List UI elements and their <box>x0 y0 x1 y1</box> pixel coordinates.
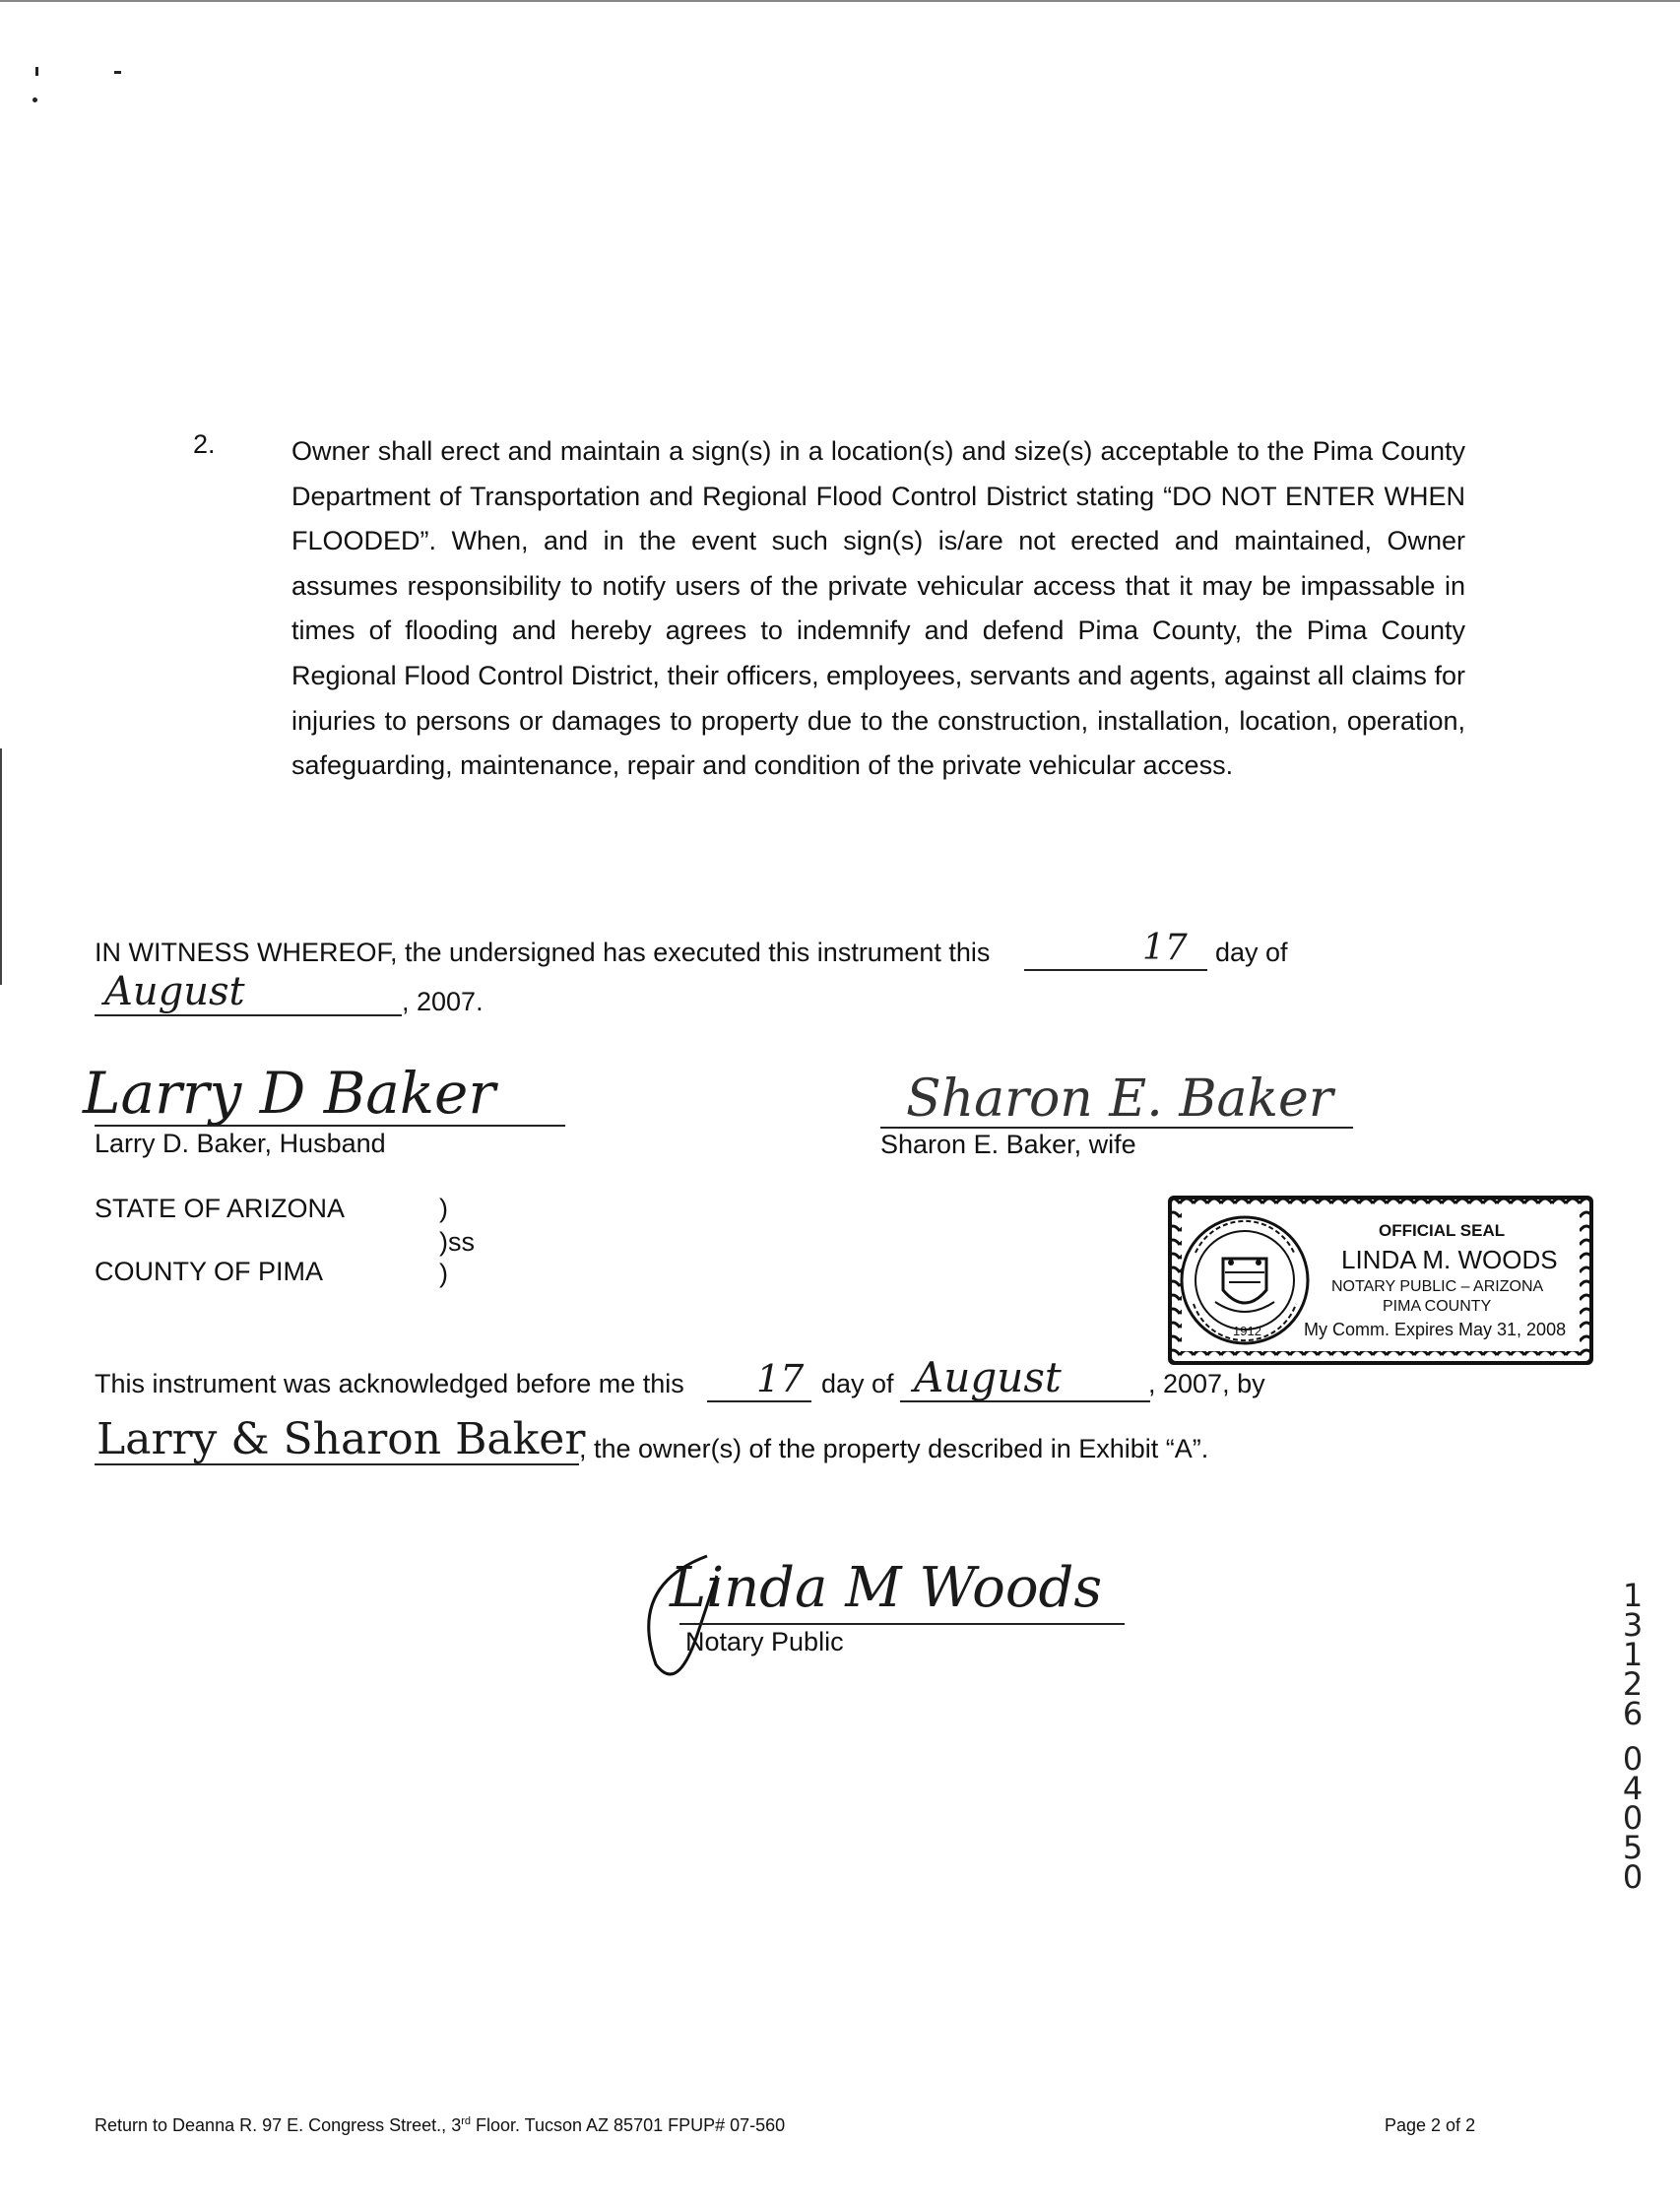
ack-owners-suffix: , the owner(s) of the property described in Exhibit “A”. <box>579 1434 1209 1463</box>
witness-month-handwritten: August <box>104 969 245 1014</box>
seal-line2: PIMA COUNTY <box>1383 1298 1492 1315</box>
ack-year-suffix: , 2007, by <box>1148 1369 1265 1398</box>
state-label: STATE OF ARIZONA <box>95 1194 346 1223</box>
ack-names-handwritten: Larry & Sharon Baker <box>97 1414 586 1464</box>
recording-digit: 0 <box>1622 1740 1644 1778</box>
scan-speck <box>114 71 121 74</box>
recording-digit: 1 <box>1622 1577 1644 1614</box>
left-edge-mark <box>0 748 2 985</box>
wife-label: Sharon E. Baker, wife <box>880 1130 1136 1159</box>
ack-day-suffix: day of <box>821 1369 894 1398</box>
ack-day-handwritten: 17 <box>756 1357 805 1400</box>
notary-signature-line <box>679 1623 1125 1625</box>
venue-paren-top: ) <box>439 1194 448 1223</box>
notary-signature-flourish <box>638 1546 756 1684</box>
top-edge-line <box>0 0 1680 2</box>
recording-number <box>1613 1577 1652 1896</box>
ack-prefix: This instrument was acknowledged before me this <box>95 1369 684 1398</box>
husband-label: Larry D. Baker, Husband <box>95 1129 386 1158</box>
witness-year-suffix: , 2007. <box>402 987 484 1016</box>
recording-digit: 1 <box>1622 1636 1644 1673</box>
wife-signature-line <box>880 1127 1353 1129</box>
recording-digit: 4 <box>1622 1770 1644 1807</box>
wife-signature: Sharon E. Baker <box>906 1070 1333 1129</box>
section-paragraph: Owner shall erect and maintain a sign(s) in a location(s) and size(s) acceptable to the Pima County Department of Transportation and Regional Flood Control District stating “DO NOT ENTER WHEN FLOODED”. When, and in the event such sign(s) is/are not erected and maintained, Owner assumes responsibility to notify users of the private vehicular access that it may be impassable in times of flooding and hereby agrees to indemnify and defend Pima County, the Pima County Regional Flood Control District, their officers, employees, servants and agents, against all claims for injuries to persons or damages to property due to the construction, installation, location, operation, safeguarding, maintenance, repair and condition of the private vehicular access. <box>291 436 1465 781</box>
notary-signature: Linda M Woods <box>670 1556 1103 1620</box>
scan-speck <box>32 97 37 102</box>
venue-paren-bottom: ) <box>439 1259 448 1288</box>
scan-speck <box>35 67 38 76</box>
section-number: 2. <box>193 429 216 459</box>
seal-notary-name: LINDA M. WOODS <box>1341 1245 1558 1274</box>
witness-day-handwritten: 17 <box>1142 928 1188 968</box>
witness-prefix: IN WITNESS WHEREOF, the undersigned has executed this instrument this <box>95 938 991 967</box>
witness-day-suffix: day of <box>1215 938 1288 967</box>
husband-signature: Larry D Baker <box>83 1060 496 1127</box>
seal-year: 1912 <box>1233 1324 1261 1338</box>
notary-label: Notary Public <box>685 1627 844 1656</box>
recording-digit: 2 <box>1622 1665 1644 1703</box>
recording-digit: 6 <box>1622 1695 1644 1732</box>
footer-return-sup: rd <box>461 2115 471 2127</box>
seal-title: OFFICIAL SEAL <box>1379 1221 1506 1240</box>
recording-digit: 0 <box>1622 1799 1644 1837</box>
footer-return-address <box>95 2115 785 2136</box>
official-seal-stamp <box>1166 1194 1595 1367</box>
footer-return-suffix: Floor. Tucson AZ 85701 FPUP# 07-560 <box>470 2115 786 2135</box>
seal-expires: My Comm. Expires May 31, 2008 <box>1304 1320 1567 1339</box>
footer-return-prefix: Return to Deanna R. 97 E. Congress Street., 3 <box>95 2115 462 2135</box>
recording-digit: 0 <box>1622 1858 1644 1896</box>
ack-month-handwritten: August <box>914 1353 1062 1401</box>
venue-ss: )ss <box>439 1227 475 1257</box>
county-label: COUNTY OF PIMA <box>95 1257 324 1286</box>
footer-page-number: Page 2 of 2 <box>1385 2115 1476 2135</box>
husband-signature-line <box>95 1125 565 1127</box>
seal-line1: NOTARY PUBLIC – ARIZONA <box>1331 1278 1544 1295</box>
recording-digit: 3 <box>1622 1606 1644 1644</box>
recording-digit: 5 <box>1622 1829 1644 1866</box>
